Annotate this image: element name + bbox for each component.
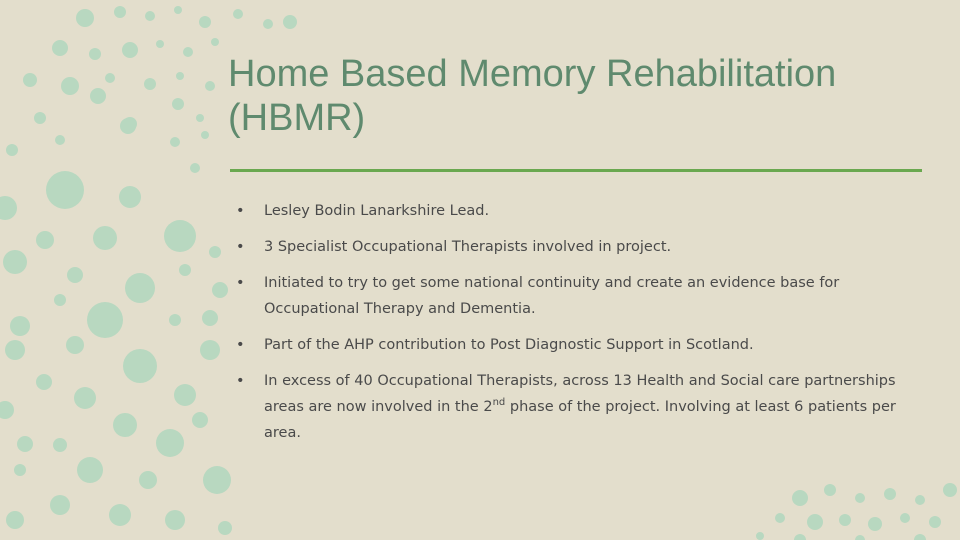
bullet-item [236,198,926,224]
bullet-text: Lesley Bodin Lanarkshire Lead. [264,203,490,219]
bullet-text: 3 Specialist Occupational Therapists involved in project. [264,239,672,255]
bullet-marker: • [236,337,245,353]
bullet-item [236,270,926,322]
bullet-item [236,332,926,358]
title-divider [230,169,922,172]
bullet-marker: • [236,373,245,389]
bullet-marker: • [236,203,245,219]
bullet-text: Part of the AHP contribution to Post Diagnostic Support in Scotland. [264,337,754,353]
bullet-superscript: nd [492,397,506,409]
bullet-list [236,198,926,456]
bullet-item [236,234,926,260]
bullet-text-before: In excess of 40 Occupational Therapists, across 13 Health and Social care partnerships areas are now involved in the 2 [264,373,896,415]
bullet-text-after: phase of the project. Involving at least 6 patients per area. [264,399,896,441]
slide-title [228,52,928,140]
bullet-item [236,368,926,446]
bullet-text: Initiated to try to get some national continuity and create an evidence base for Occupational Therapy and Dementia. [264,275,840,317]
bullet-marker: • [236,239,245,255]
slide-title-line-2: (HBMR) [228,97,366,139]
slide-title-line-1: Home Based Memory Rehabilitation [228,53,837,95]
bullet-marker: • [236,275,245,291]
